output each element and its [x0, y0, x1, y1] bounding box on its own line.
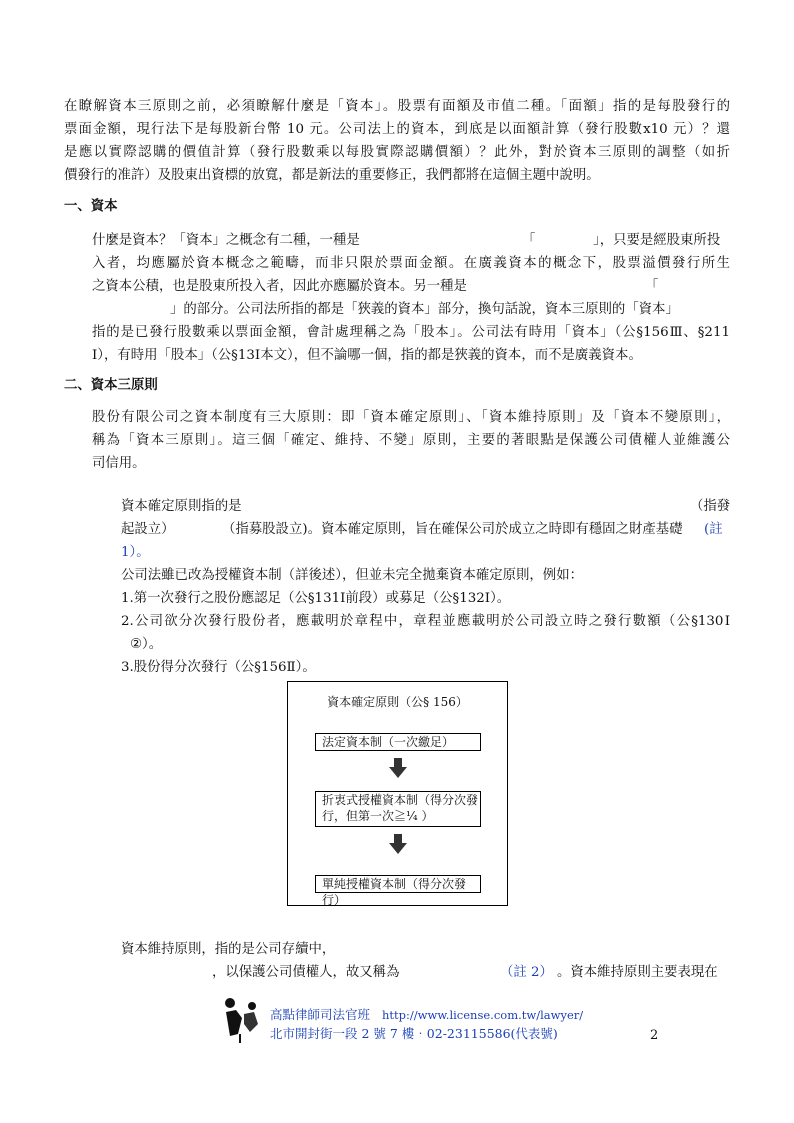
- footer-school-name: 高點律師司法官班: [270, 1007, 371, 1022]
- footer-url-link[interactable]: http://www.license.com.tw/lawyer/: [382, 1008, 584, 1022]
- sec1-line-1a: 什麼是資本？「資本」之概念有二種，一種是: [92, 233, 360, 248]
- block1-line-7: ②）。: [130, 637, 163, 652]
- intro-line-4: 價發行的准許）及股東出資標的放寬，都是新法的重要修正，我們都將在這個主題中說明。: [64, 168, 600, 183]
- sec1-line-5: 指的是已發行股數乘以票面金額，會計處理稱之為「股本」。公司法有時用「資本」（公§156Ⅲ、§211: [92, 325, 730, 340]
- block2-line-1: 資本維持原則，指的是公司存續中，: [121, 942, 336, 957]
- section-heading-capital: 一、資本: [64, 199, 118, 214]
- footnote-ref-2[interactable]: （註 2）: [500, 965, 553, 980]
- sec2-line-1: 股份有限公司之資本制度有三大原則：即「資本確定原則」、「資本維持原則」及「資本不變原則」，: [92, 410, 730, 425]
- block2-line-2a: ，以保護公司債權人，故又稱為: [212, 965, 400, 980]
- sec1-line-6: Ⅰ），有時用「股本」（公§13Ⅰ本文），但不論哪一個，指的都是狹義的資本，而不是廣義資本。: [92, 348, 642, 363]
- footnote-ref-1b[interactable]: 1）。: [121, 545, 150, 560]
- block1-line-4: 公司法雖已改為授權資本制（詳後述），但並未完全拋棄資本確定原則，例如：: [121, 568, 583, 583]
- footer-brand: [270, 1006, 583, 1024]
- block1-line-8: 3.股份得分次發行（公§156Ⅱ）。: [121, 660, 316, 675]
- sec1-line-1b: 「: [522, 233, 536, 248]
- block1-line-2a: 起設立）: [121, 522, 175, 537]
- sec1-line-3b: 「: [645, 279, 659, 294]
- intro-line-1: 在瞭解資本三原則之前，必須瞭解什麼是「資本」。股票有面額及市值二種。「面額」指的是每股發行的: [64, 99, 730, 114]
- sec2-line-3: 司信用。: [92, 456, 146, 471]
- block1-line-1b: （指發: [690, 499, 731, 514]
- diagram-box-pure-authorized-capital: 單純授權資本制（得分次發行）: [315, 875, 481, 893]
- intro-line-2: 票面金額，現行法下是每股新台幣 10 元。公司法上的資本，到底是以面額計算（發行股數x10 元）？還: [64, 122, 730, 137]
- capital-system-flow-diagram: [287, 681, 508, 906]
- sec1-line-3a: 之資本公積，也是股東所投入者，因此亦應屬於資本。另一種是: [92, 279, 467, 294]
- footnote-ref-1a[interactable]: (註: [704, 522, 723, 537]
- block1-line-1a: 資本確定原則指的是: [121, 499, 242, 514]
- sec1-line-4: 」的部分。公司法所指的都是「狹義的資本」部分，換句話說，資本三原則的「資本」: [170, 302, 679, 317]
- sec2-line-2: 稱為「資本三原則」。這三個「確定、維持、不變」原則，主要的著眼點是保護公司債權人並維護公: [92, 433, 730, 448]
- sec1-line-1c: 」，只要是經股東所投: [593, 233, 721, 248]
- footer-address: 北市開封街一段 2 號 7 樓‧02-23115586(代表號): [270, 1026, 558, 1041]
- sec1-line-2: 入者，均應屬於資本概念之範疇，而非只限於票面金額。在廣義資本的概念下，股票溢價發行所生: [92, 256, 730, 271]
- block2-line-2c: 。資本維持原則主要表現在: [557, 965, 718, 980]
- diagram-box2-line-1: 折衷式授權資本制（得分次發: [322, 793, 479, 807]
- diagram-box-compromise-authorized-capital: [315, 791, 481, 827]
- block1-line-5: 1.第一次發行之股份應認足（公§131Ⅰ前段）或募足（公§132Ⅰ）。: [121, 591, 511, 606]
- diagram-box2-line-2: 行，但第一次≧¼ ）: [322, 809, 434, 823]
- school-logo-icon: [220, 994, 264, 1044]
- diagram-box-statutory-capital: 法定資本制（一次繳足）: [315, 733, 481, 751]
- diagram-title: 資本確定原則（公§ 156）: [327, 695, 468, 709]
- page-number: 2: [650, 1028, 659, 1043]
- block1-line-2b: （指募股設立)。資本確定原則，旨在確保公司於成立之時即有穩固之財產基礎: [222, 522, 683, 537]
- down-arrow-icon: [389, 834, 407, 854]
- section-heading-three-principles: 二、資本三原則: [64, 378, 158, 393]
- down-arrow-icon: [389, 758, 407, 778]
- intro-line-3: 是應以實際認購的價值計算（發行股數乘以每股實際認購價額）？此外，對於資本三原則的調整（如折: [64, 145, 730, 160]
- block1-line-6: 2.公司欲分次發行股份者，應載明於章程中，章程並應載明於公司設立時之發行數額（公§130Ⅰ: [121, 614, 730, 629]
